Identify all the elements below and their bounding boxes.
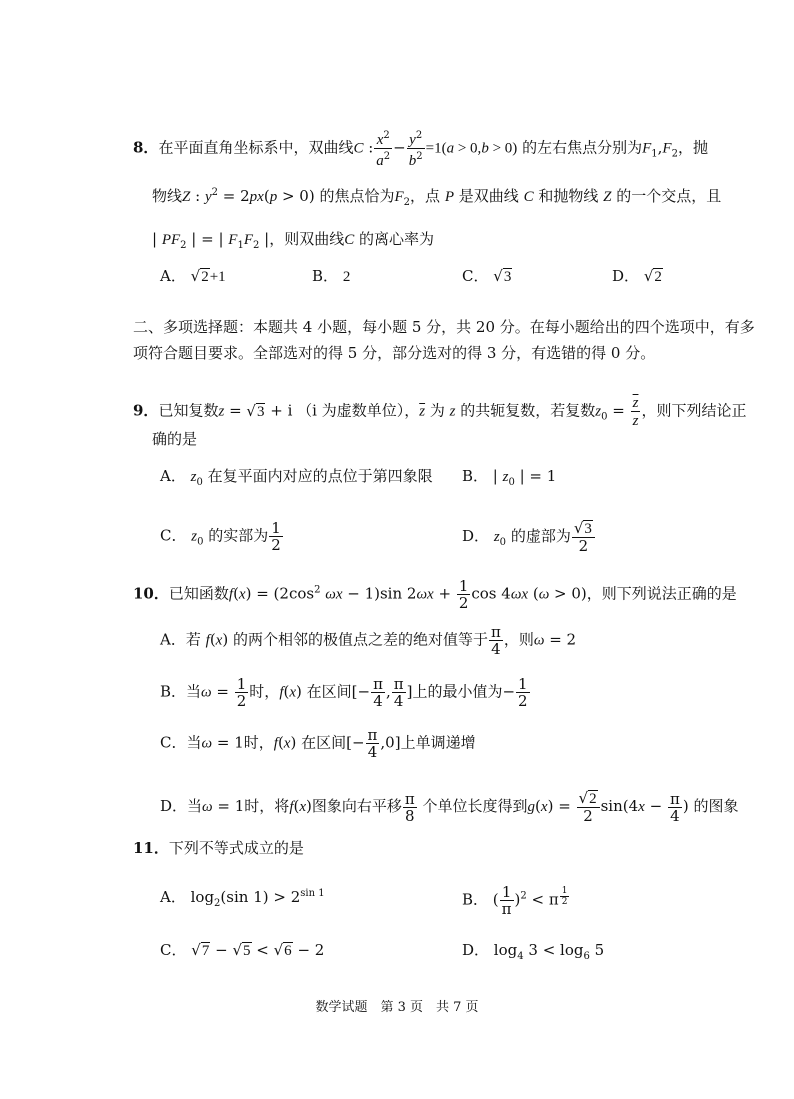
q10-option-d: D．当ω = 1时，将f(x)图象向右平移 $\frac{\pi}{8}$ 个单位长度得到g(x) = $\frac{√2}{2}$ sin(4x − $\frac{\pi}{4}$ ) 的图象 (160, 789, 739, 825)
q10-line1: 10．已知函数$f(x) = (2\cos^2$ ωx − 1)sin 2ωx + $\frac{1}{2}$ cos 4ωx (ω > 0)，则下列说法正确的是 (133, 577, 737, 612)
q9-line1: 9．已知复数z = √3 + i （i 为虚数单位），$\overline{z}$ 为 z 的共轭复数，若复数$z_0$ = $\frac{\overline{z}}{z}$ ，则下列结论正 (133, 395, 747, 429)
q10-number: 10． (133, 584, 169, 603)
q9-number: 9． (133, 401, 159, 420)
q9-option-a: A． $z_0$ 在复平面内对应的点位于第四象限 (160, 467, 433, 488)
q10-option-a: A．若 f(x) 的两个相邻的极值点之差的绝对值等于 $\frac{\pi}{4}$ ，则ω = 2 (160, 623, 577, 658)
q8-line2: 物线Z : $y^2 = 2px(p > 0)$ 的焦点恰为$F_2$，点 P 是双曲线 C 和抛物线 Z 的一个交点，且 (152, 187, 722, 208)
q8-option-b: B． 2 (312, 267, 351, 285)
q11-option-c: C． √7 − √5 < √6 − 2 (160, 941, 325, 959)
q8-option-d: D． √2 (612, 267, 662, 285)
q9-option-b: B． | $z_0$ | = 1 (462, 467, 557, 488)
q9-option-c: C． $z_0$ 的实部为 $\frac{1}{2}$ (160, 519, 281, 554)
section2-line1: 二、多项选择题：本题共 4 小题，每小题 5 分，共 20 分。在每小题给出的四个选项中，有多 (133, 318, 755, 336)
q9-line2: 确的是 (152, 430, 198, 448)
q11-option-a: A． $\log_2(\sin$ $1) > 2^{sin 1}$ (160, 888, 325, 909)
q9-option-d: D． $z_0$ 的虚部为 $\frac{√3}{2}$ (462, 520, 596, 554)
q8-option-a: A． √2+1 (160, 267, 226, 285)
q10-option-b: B．当ω = $\frac{1}{2}$ 时，f(x) 在区间[− $\frac{\pi}{4}$ , $\frac{\pi}{4}$ ]上的最小值为− $\frac{1}{2}$ (160, 675, 528, 710)
q8-number: 8． (133, 138, 159, 157)
q11-line1: 11．下列不等式成立的是 (133, 839, 304, 857)
q8-line1: 8．在平面直角坐标系中，双曲线C : $\frac{x^2}{a^2}$ − $\frac{y^2}{b^2}$ =1(a > 0,b > 0) 的左右焦点分别为$F_1,F_2$，抛 (133, 130, 708, 169)
section2-line2: 项符合题目要求。全部选对的得 5 分，部分选对的得 3 分，有选错的得 0 分。 (133, 344, 656, 362)
q10-option-c: C．当ω = 1时，f(x) 在区间[− $\frac{\pi}{4}$ ,0]上单调递增 (160, 726, 476, 761)
q11-option-b: B． ( $\frac{1}{\pi}$ )$^2$ < π $^{\frac{1}{2}}$ (462, 883, 568, 918)
q8-option-c: C． √3 (462, 267, 512, 285)
page-footer: 数学试题 第 3 页 共 7 页 (315, 1000, 479, 1015)
q11-option-d: D． $\log_4 3 < \log_6 5$ (462, 941, 605, 962)
q8-line3: | $PF_2$ | = | $F_1F_2$ |，则双曲线C 的离心率为 (152, 230, 435, 251)
q11-number: 11． (133, 839, 169, 857)
